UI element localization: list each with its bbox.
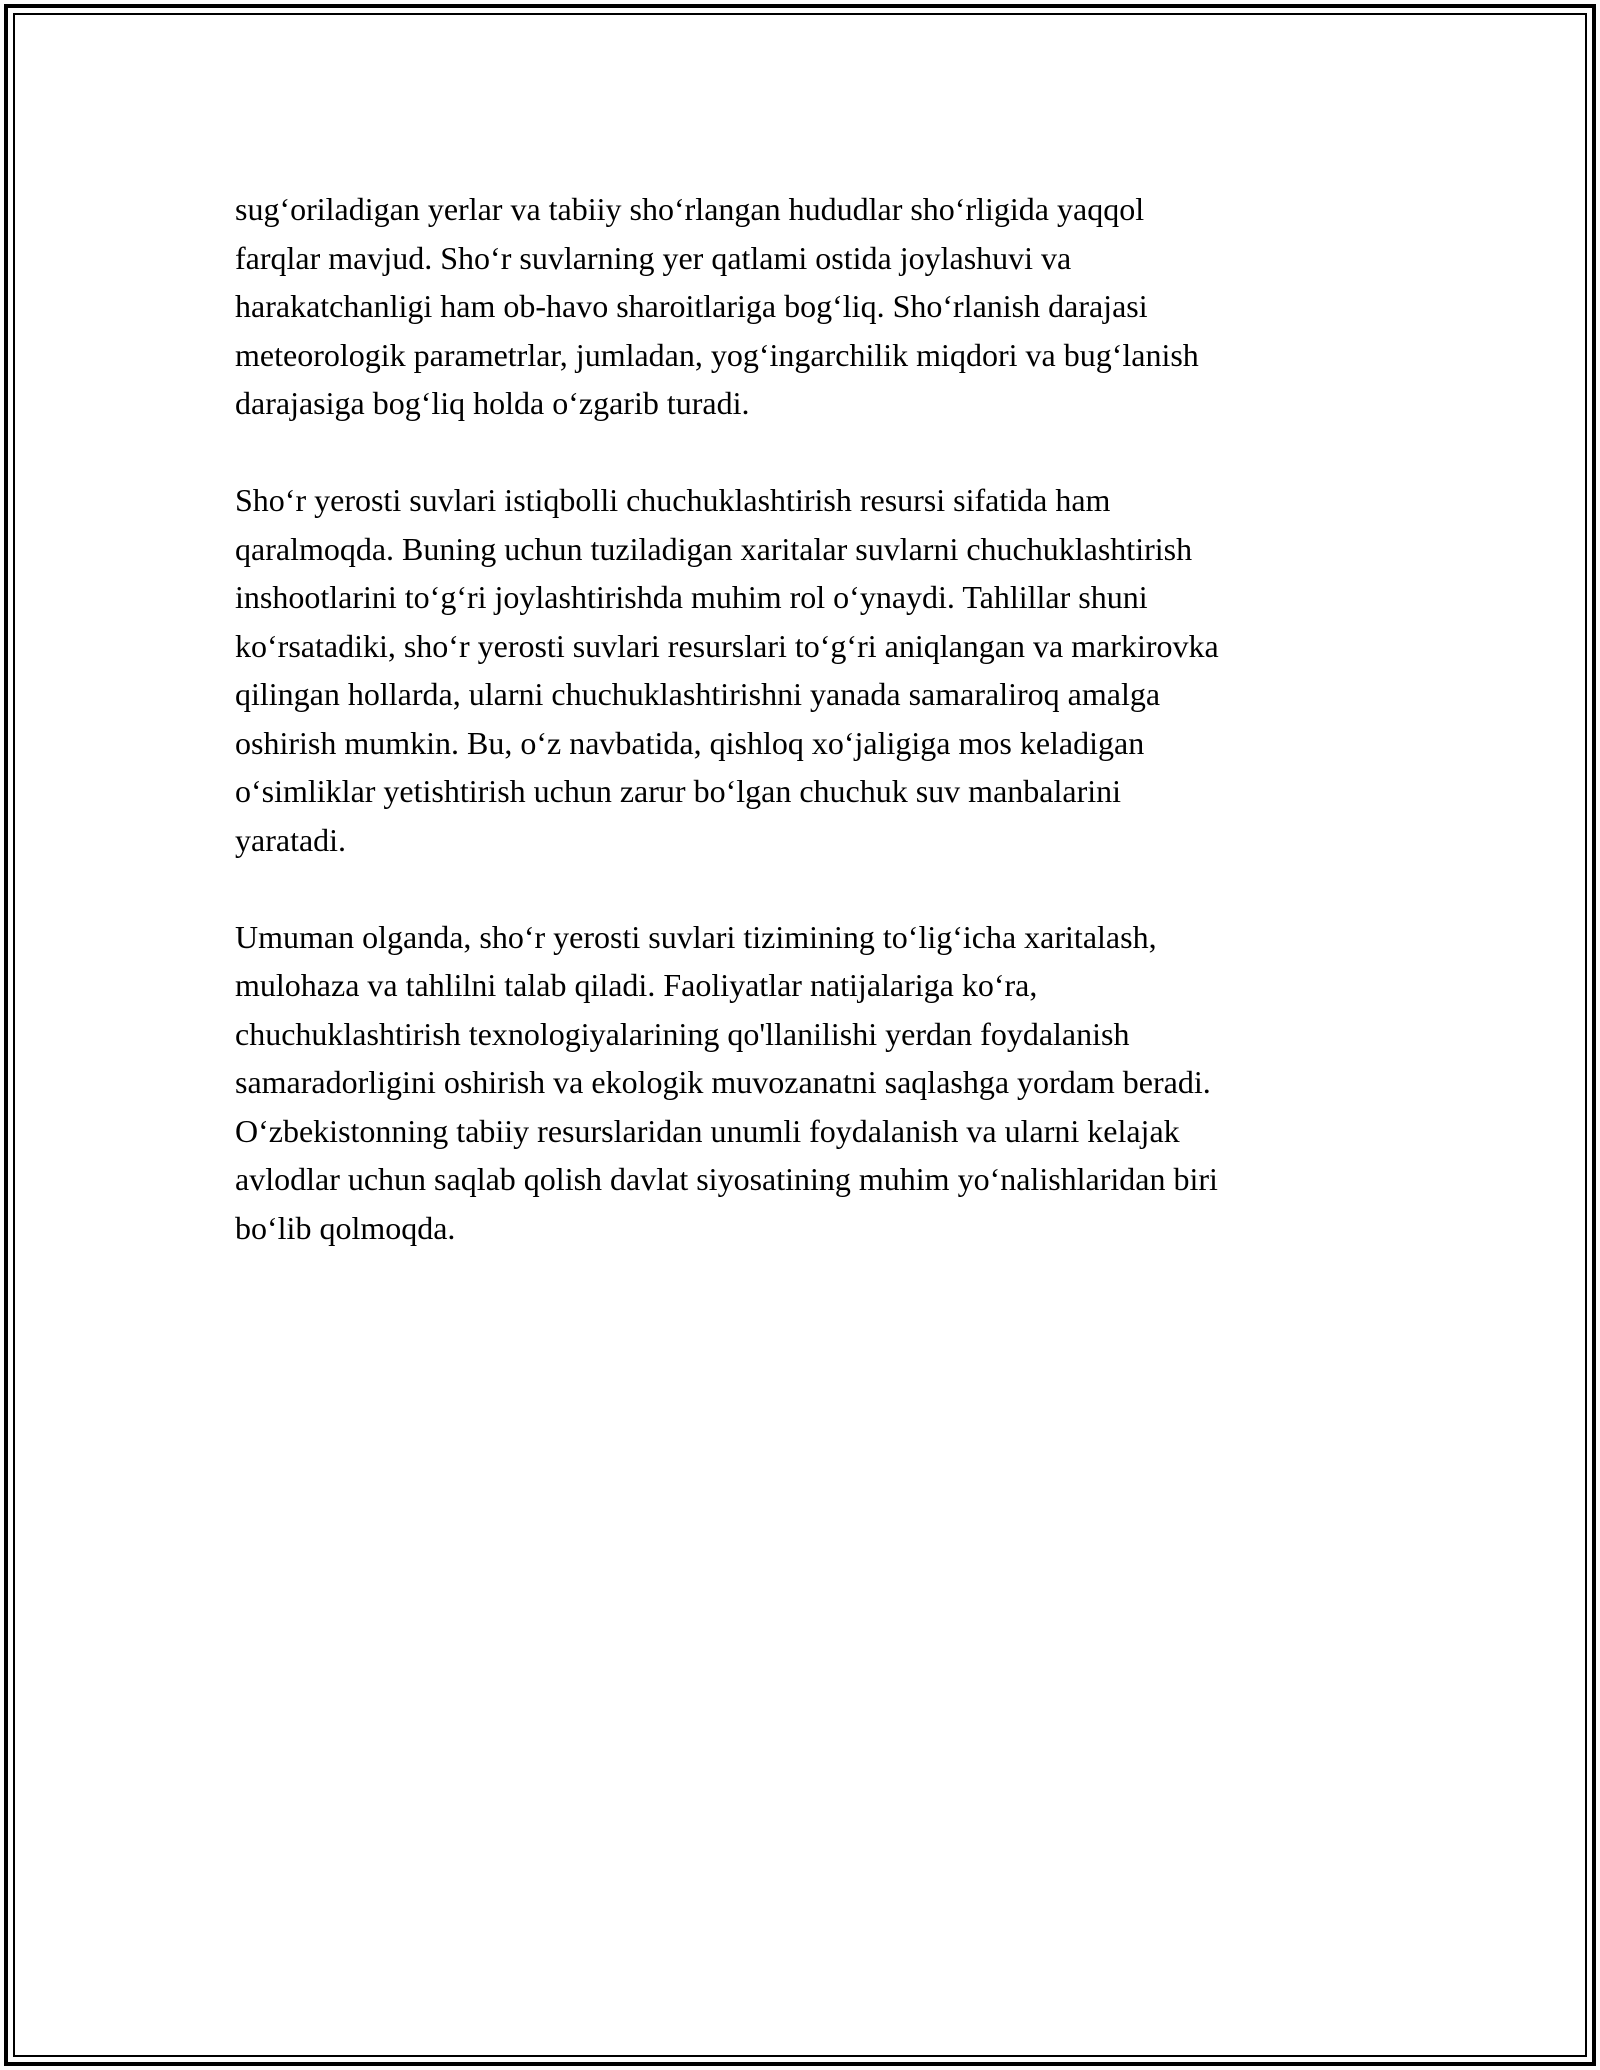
paragraph-1: sug‘oriladigan yerlar va tabiiy sho‘rlangan hududlar sho‘rligida yaqqol farqlar mavjud. Sho‘r suvlarning yer qatlami ostida joylashuvi va harakatchanligi ham ob-havo sharoitlariga bog‘liq. Sho‘rlanish darajasi meteorologik parametrlar, jumladan, yog‘ingarchilik miqdori va bug‘lanish darajasiga bog‘liq holda o‘zgarib turadi. bbox=[235, 191, 1199, 421]
paragraph-2: Sho‘r yerosti suvlari istiqbolli chuchuklashtirish resursi sifatida ham qaralmoqda. Buning uchun tuziladigan xaritalar suvlarni chuchuklashtirish inshootlarini to‘g‘ri joylashtirishda muhim rol o‘ynaydi. Tahlillar shuni ko‘rsatadiki, sho‘r yerosti suvlari resurslari to‘g‘ri aniqlangan va markirovka qilingan hollarda, ularni chuchuklashtirishni yanada samaraliroq amalga oshirish mumkin. Bu, o‘z navbatida, qishloq xo‘jaligiga mos keladigan o‘simliklar yetishtirish uchun zarur bo‘lgan chuchuk suv manbalarini yaratadi. bbox=[235, 482, 1219, 858]
paragraph-3: Umuman olganda, sho‘r yerosti suvlari tizimining to‘lig‘icha xaritalash, mulohaza va tahlilni talab qiladi. Faoliyatlar natijalariga ko‘ra, chuchuklashtirish texnologiyalarining qo'llanilishi yerdan foydalanish samaradorligini oshirish va ekologik muvozanatni saqlashga yordam beradi. O‘zbekistonning tabiiy resurslaridan unumli foydalanish va ularni kelajak avlodlar uchun saqlab qolish davlat siyosatining muhim yo‘nalishlaridan biri bo‘lib qolmoqda. bbox=[235, 918, 1218, 1246]
document-body bbox=[235, 185, 1375, 1301]
